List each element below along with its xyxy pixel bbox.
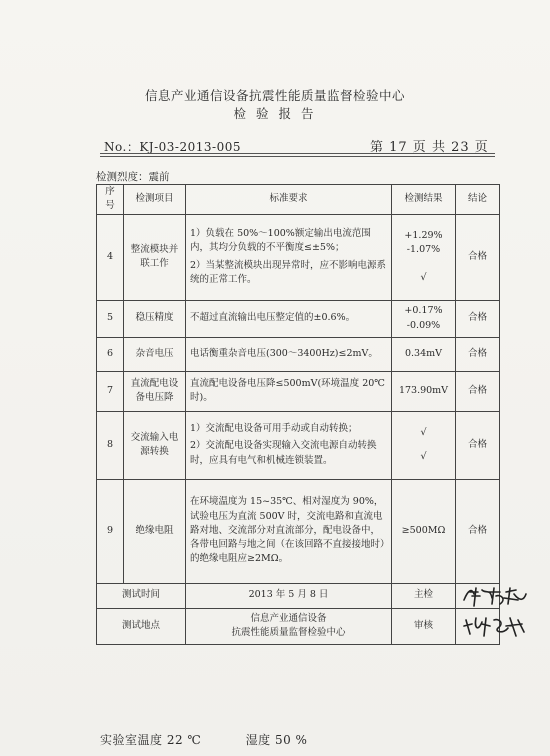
result-line: 173.90mV: [398, 384, 449, 396]
requirement-line: 电话衡重杂音电压(300～3400Hz)≤2mV。: [190, 347, 378, 359]
table-row: [97, 214, 500, 300]
requirement-line: 在环境温度为 15~35℃、相对湿度为 90%，试验电压为直流 500V 时，交流电路和直流电路对地、交流部分对直流部分，配电设备中，各带电回路与地之间（在该回路不直接接地时）的绝缘电阻应≥2MΩ。: [190, 496, 385, 565]
row-no: 5: [97, 300, 124, 337]
result-line: -0.09%: [406, 319, 441, 331]
reviewer-signature: [460, 614, 530, 638]
row-result: [392, 479, 456, 583]
col-header-result: 检测结果: [392, 185, 456, 215]
row-requirement: [186, 371, 392, 411]
table-row: [97, 371, 500, 411]
reviewer-signature-cell: [456, 608, 500, 644]
requirement-line: 不超过直流输出电压整定值的±0.6%。: [190, 312, 356, 324]
result-line: +1.29%: [404, 229, 443, 241]
table-row: [97, 411, 500, 479]
result-line: ≥500MΩ: [401, 524, 446, 536]
test-place-line: 抗震性能质量监督检验中心: [231, 627, 346, 638]
row-item: 交流输入电源转换: [124, 411, 186, 479]
lab-conditions: [100, 731, 347, 748]
row-item: 稳压精度: [124, 300, 186, 337]
result-line: -1.07%: [406, 243, 441, 255]
result-line: 0.34mV: [404, 347, 443, 359]
row-conclusion: 合格: [456, 479, 500, 583]
row-item: 整流模块并联工作: [124, 214, 186, 300]
row-requirement: [186, 337, 392, 371]
page-number: 第 17 页 共 23 页: [370, 140, 489, 155]
result-check: √: [420, 426, 427, 438]
row-result: [392, 371, 456, 411]
table-row: [97, 337, 500, 371]
org-title: 信息产业通信设备抗震性能质量监督检验中心: [144, 88, 405, 103]
row-requirement: [186, 300, 392, 337]
row-no: 8: [97, 411, 124, 479]
row-result: [392, 411, 456, 479]
header-divider: [100, 153, 495, 154]
inspector-signature: [460, 584, 530, 608]
report-number: No.：KJ-03-2013-005: [104, 140, 241, 154]
header-divider-2: [100, 156, 495, 157]
row-no: 4: [97, 214, 124, 300]
row-requirement: [186, 479, 392, 583]
row-no: 6: [97, 337, 124, 371]
result-check: √: [420, 272, 427, 284]
row-conclusion: 合格: [456, 371, 500, 411]
row-requirement: [186, 411, 392, 479]
row-conclusion: 合格: [456, 300, 500, 337]
row-result: [392, 300, 456, 337]
test-place-line: 信息产业通信设备: [250, 612, 327, 624]
table-header-row: [97, 185, 500, 215]
test-time-value: 2013 年 5 月 8 日: [186, 583, 392, 608]
row-conclusion: 合格: [456, 337, 500, 371]
row-item: 杂音电压: [124, 337, 186, 371]
requirement-line: 2）交流配电设备实现输入交流电源自动转换时，应具有电气和机械连锁装置。: [190, 440, 377, 466]
doc-title: 检 验 报 告: [233, 106, 317, 121]
row-no: 9: [97, 479, 124, 583]
col-header-item: 检测项目: [124, 185, 186, 215]
requirement-line: 2）当某整流模块出现异常时，应不影响电源系统的正常工作。: [190, 259, 387, 285]
row-result: [392, 337, 456, 371]
table-row: [97, 479, 500, 583]
row-requirement: [186, 214, 392, 300]
row-no: 7: [97, 371, 124, 411]
result-check: √: [420, 451, 427, 462]
row-item: 直流配电设备电压降: [124, 371, 186, 411]
requirement-line: 1）负载在 50%～100%额定输出电流范围内，其均分负载的不平衡度≤±5%；: [190, 228, 371, 254]
requirement-line: 直流配电设备电压降≤500mV(环境温度 20℃时)。: [190, 377, 385, 403]
inspector-signature-cell: [456, 583, 500, 608]
inspector-label: 主检: [392, 583, 456, 608]
test-time-row: [97, 583, 500, 608]
result-line: +0.17%: [404, 305, 443, 317]
row-conclusion: 合格: [456, 411, 500, 479]
lab-humidity: 湿度 50 %: [245, 733, 308, 747]
requirement-line: 1）交流配电设备可用手动或自动转换；: [190, 423, 358, 435]
lab-temperature: 实验室温度 22 ℃: [100, 733, 202, 747]
table-row: [97, 300, 500, 337]
test-condition: 检测烈度：震前: [96, 171, 170, 183]
test-place-value: [186, 608, 392, 644]
row-result: [392, 214, 456, 300]
test-time-label: 测试时间: [97, 583, 186, 608]
test-place-label: 测试地点: [97, 608, 186, 644]
reviewer-label: 审核: [392, 608, 456, 644]
row-item: 绝缘电阻: [124, 479, 186, 583]
row-conclusion: 合格: [456, 214, 500, 300]
col-header-conclusion: 结论: [456, 185, 500, 215]
test-place-row: [97, 608, 500, 644]
col-header-no: 序号: [97, 185, 124, 215]
col-header-requirement: 标准要求: [186, 185, 392, 215]
test-results-table: [96, 184, 500, 645]
